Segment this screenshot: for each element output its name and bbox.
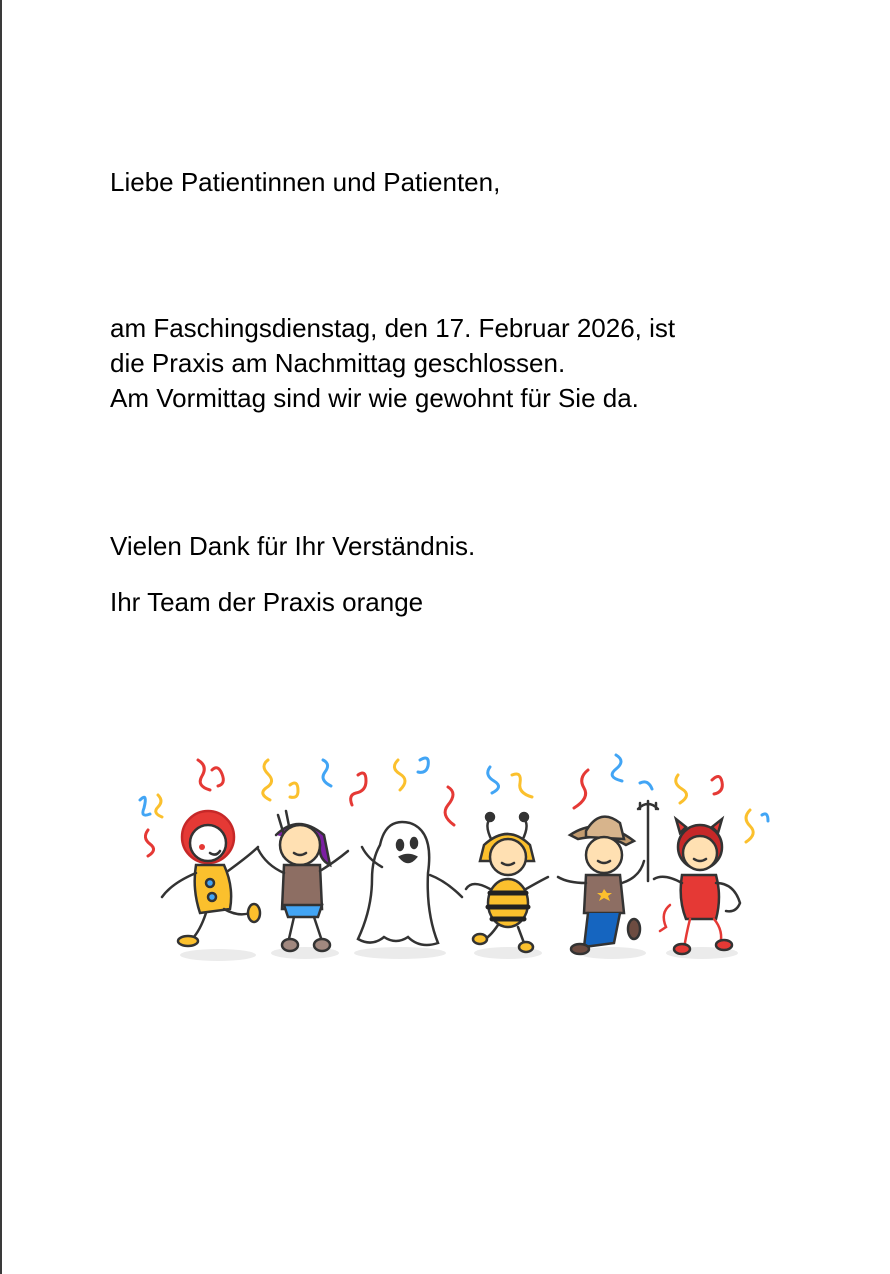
devil-figure	[638, 801, 740, 954]
thanks-line: Vielen Dank für Ihr Verständnis.	[110, 531, 476, 561]
bee-figure	[466, 813, 548, 952]
cowboy-figure	[558, 817, 644, 954]
carnival-kids-illustration	[130, 745, 780, 970]
notice-body	[110, 311, 675, 416]
page-left-border	[0, 0, 2, 1274]
signature-line: Ihr Team der Praxis orange	[110, 587, 424, 617]
greeting: Liebe Patientinnen und Patienten,	[110, 167, 501, 197]
ground-shadows	[180, 947, 738, 961]
clown-figure	[162, 811, 260, 946]
ghost-figure	[358, 822, 462, 945]
notice-line: die Praxis am Nachmittag geschlossen.	[110, 348, 566, 378]
costume-kid-figure	[258, 811, 348, 951]
notice-line: Am Vormittag sind wir wie gewohnt für Sie da.	[110, 383, 639, 413]
notice-line: am Faschingsdienstag, den 17. Februar 2026, ist	[110, 313, 676, 343]
